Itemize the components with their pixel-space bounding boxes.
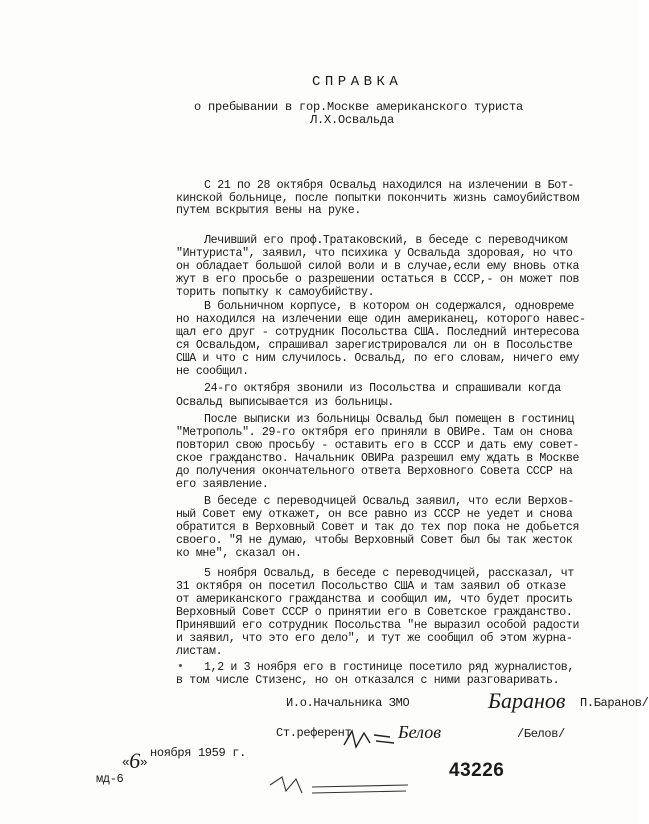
paragraph-3-line-2: но находился на излечении еще один американец, которого навес- (176, 313, 586, 326)
paragraph-1-line-3: путем вскрытия вены на руке. (176, 204, 362, 217)
paragraph-7-line-1: 5 ноября Освальд, в беседе с переводчицей, рассказал, чт (204, 567, 575, 580)
paragraph-7-line-5: Принявший его сотрудник Посольства "не выразил особой радости (176, 619, 580, 632)
signer-1-title: И.о.Начальника ЗМО (286, 696, 410, 710)
paragraph-1-line-2: кинской больнице, после попытки покончить жизнь самоубийством (176, 192, 580, 205)
paragraph-5-line-2: "Метрополь". 29-го октября его приняли в ОВИРе. Там он снова (176, 426, 573, 439)
paragraph-6-line-4: своего. "Я не думаю, чтобы Верховный Совет был бы так жесток (176, 534, 573, 547)
paragraph-7-line-7: листам. (176, 645, 223, 658)
date-close-quote: » (139, 755, 148, 770)
paragraph-7-line-6: и заявил, что это его дело", и тут же сообщил об этом журна- (176, 632, 573, 645)
signer-1-handwritten-signature: Баранов (488, 688, 566, 713)
signer-2-title: Ст.референт (276, 726, 352, 740)
signer-1-name: П.Баранов/ (580, 696, 649, 710)
date-day-handwritten: 6 (129, 748, 140, 773)
paragraph-3-line-5: США и что с ним случилось. Освальд, по его словам, ничего ему (176, 352, 580, 365)
paragraph-8-line-2: в том числе Стизенс, но он отказался с ними разговаривать. (176, 674, 560, 687)
stamp-mark-icon (268, 771, 418, 799)
document-subtitle-line-1: о пребывании в гор.Москве американского туриста (194, 100, 524, 114)
document-title: СПРАВКА (312, 74, 403, 90)
paragraph-5-line-1: После выписки из больницы Освальд был помещен в гостиниц (204, 413, 575, 426)
signer-2-handwritten-signature: Белов (398, 722, 442, 742)
paragraph-5-line-6: его заявление. (176, 478, 269, 491)
date-open-quote: « (121, 755, 130, 770)
paragraph-2-line-5: торить попытку к самоубийству. (176, 286, 375, 299)
paragraph-7-line-2: 31 октября он посетил Посольство США и там заявил об отказе (176, 580, 566, 593)
paragraph-6-line-5: ко мне", сказал он. (176, 547, 302, 560)
paragraph-2-line-3: он обладает большой силой воли и в случае,если ему вновь отка (176, 260, 580, 273)
paragraph-5-line-5: до получения окончательного ответа Верховного Совета СССР на (176, 465, 573, 478)
date-month-year: ноября 1959 г. (150, 746, 246, 760)
paragraph-8-line-1: 1,2 и 3 ноября его в гостинице посетило ряд журналистов, (204, 661, 575, 674)
paragraph-2-line-4: жут в его просьбе о разрешении остаться в СССР,- он может пов (176, 273, 580, 286)
paragraph-3-line-1: В больничном корпусе, в котором он содержался, одновреме (204, 300, 575, 313)
ink-scribble-icon (340, 725, 400, 755)
paragraph-6-line-3: обратится в Верховный Совет и так до тех пор пока не добьется (176, 521, 580, 534)
paragraph-6-line-2: ный Совет ему откажет, он все равно из СССР не уедет и снова (176, 508, 573, 521)
footer-code: мд-6 (96, 772, 124, 786)
paragraph-3-line-3: щал его друг - сотрудник Посольства США. Последний интересова (176, 326, 580, 339)
margin-dot (179, 664, 182, 667)
paragraph-3-line-6: не сообщил. (176, 365, 249, 378)
archive-stamp-number: 43226 (449, 760, 505, 781)
document-subtitle-line-2: Л.Х.Освальда (310, 113, 395, 127)
paragraph-5-line-4: ское гражданство. Начальник ОВИРа разрешил ему ждать в Москве (176, 452, 580, 465)
paragraph-4-line-1: 24-го октября звонили из Посольства и спрашивали когда (204, 382, 561, 395)
paragraph-6-line-1: В беседе с переводчицей Освальд заявил, что если Верхов- (204, 495, 575, 508)
paragraph-1-line-1: С 21 по 28 октября Освальд находился на излечении в Бот- (204, 179, 575, 192)
paragraph-5-line-3: повторил свою просьбу - оставить его в СССР и дать ему совет- (176, 439, 580, 452)
paragraph-2-line-2: "Интуриста", заявил, что психика у Освальда здоровая, но что (176, 247, 573, 260)
paragraph-7-line-4: Верховный Совет СССР о принятии его в Советское гражданство. (176, 606, 573, 619)
paragraph-3-line-4: ся Освальдом, спрашивал зарегистрировался ли он в Посольстве (176, 339, 573, 352)
paragraph-2-line-1: Лечивший его проф.Тратаковский, в беседе с переводчиком (204, 234, 568, 247)
signer-2-name: /Белов/ (517, 727, 565, 741)
paragraph-4-line-2: Освальд выписывается из больницы. (176, 396, 395, 409)
paragraph-7-line-3: от американского гражданства и сообщил им, что будет просить (176, 593, 573, 606)
